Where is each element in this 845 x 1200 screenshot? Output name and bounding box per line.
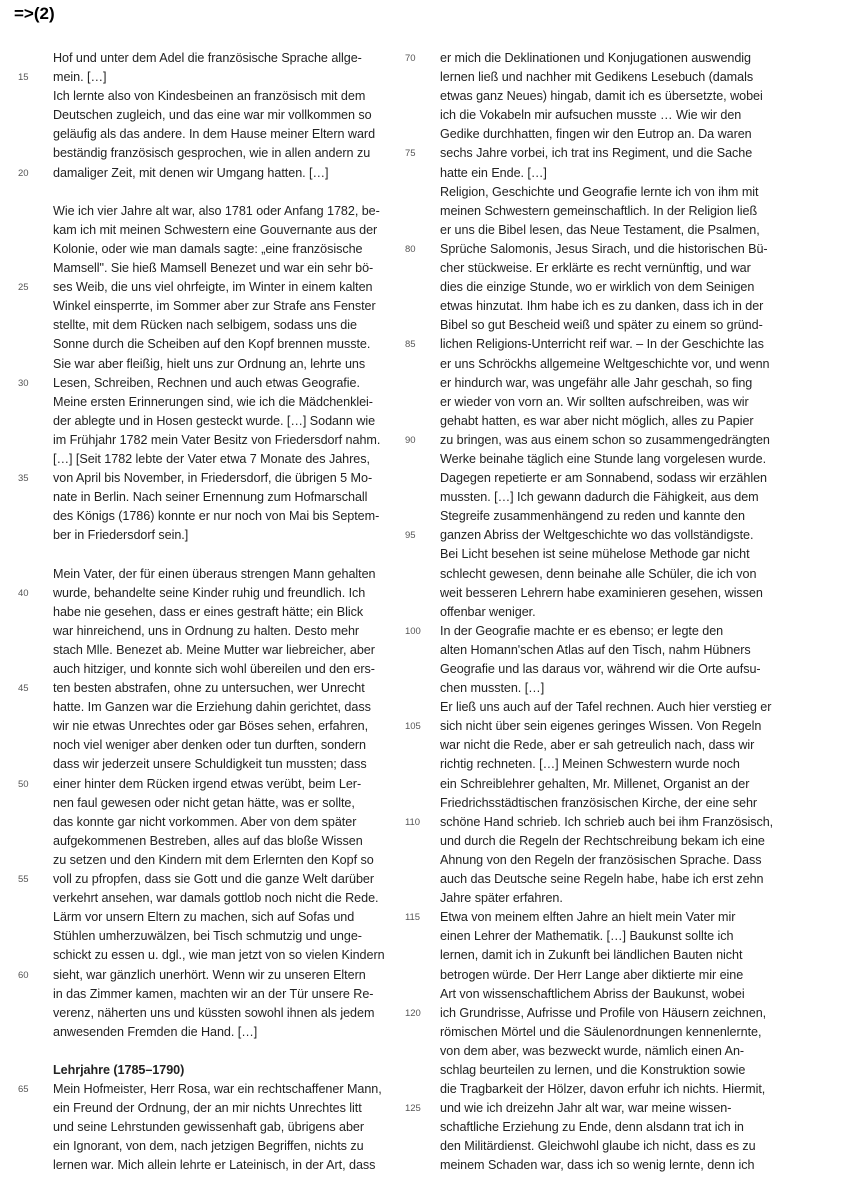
line-text: schlecht gewesen, denn beinahe alle Schüler, die ich von: [440, 566, 757, 581]
line-text: betrogen würde. Der Herr Lange aber diktierte mir eine: [440, 967, 744, 982]
line-text: noch viel weniger aber denken oder tun durften, sondern: [53, 738, 367, 753]
line-text: einen Lehrer der Mathematik. […] Baukunst sollte ich: [440, 929, 734, 944]
text-line: [53, 1023, 411, 1042]
paragraph-gap: [53, 183, 411, 202]
line-number: 60: [18, 969, 29, 981]
text-line: [440, 355, 805, 374]
line-text: des Königs (1786) konnte er nur noch von Mai bis Septem-: [53, 509, 380, 524]
line-text: geläufig als das andere. In dem Hause meiner Eltern ward: [53, 127, 376, 142]
right-text-column: [405, 49, 805, 1176]
text-line: [53, 316, 411, 335]
text-line: [440, 603, 805, 622]
text-line: [440, 775, 805, 794]
text-line: [405, 526, 805, 545]
line-text: weit besseren Lehrern habe examinieren gesehen, wissen: [440, 585, 763, 600]
text-line: [53, 335, 411, 354]
line-text: und durch die Regeln der Rechtschreibung bekam ich eine: [440, 833, 765, 848]
text-line: [405, 144, 805, 163]
line-text: er wieder von vorn an. Wir sollten aufschreiben, was wir: [440, 394, 749, 409]
left-text-column: [18, 49, 411, 1176]
line-text: Jahre später erfahren.: [440, 891, 563, 906]
paragraph-gap: [53, 545, 411, 564]
line-text: den Militärdienst. Gleichwohl glaube ich nicht, dass es zu: [440, 1139, 756, 1154]
text-line: [440, 584, 805, 603]
line-text: der ablegte und in Hosen gesteckt wurde. […] Sodann wie: [53, 413, 376, 428]
text-line: [53, 87, 411, 106]
line-text: ses Weib, die uns viel ohrfeigte, im Winter in einem kalten: [53, 280, 373, 295]
line-text: Werke beinahe täglich eine Stunde lang vorgelesen wurde.: [440, 451, 767, 466]
line-text: Lehrjahre (1785–1790): [53, 1062, 185, 1077]
line-text: hatte. Im Ganzen war die Erziehung dahin gerichtet, dass: [53, 700, 371, 715]
line-text: schickt zu essen u. dgl., wie man jetzt von so vielen Kindern: [53, 948, 385, 963]
text-line: [440, 106, 805, 125]
line-text: habe nie gesehen, dass er eines gestraft hätte; ein Blick: [53, 604, 364, 619]
text-line: [440, 469, 805, 488]
line-text: und wie ich dreizehn Jahr alt war, war meine wissen-: [440, 1101, 732, 1116]
text-line: [440, 794, 805, 813]
line-number: 90: [405, 434, 416, 446]
line-text: lernen, damit ich in Zukunft bei ländlichen Bauten nicht: [440, 948, 743, 963]
line-text: und seine Lehrstunden gewissenhaft gab, übrigens aber: [53, 1120, 365, 1135]
line-text: meinem Schaden war, dass ich so wenig lernte, denn ich: [440, 1158, 755, 1173]
text-line: [53, 412, 411, 431]
line-text: Gedike durchhatten, fingen wir den Eutrop an. Da waren: [440, 127, 752, 142]
line-text: richtig rechneten. […] Meinen Schwestern wurde noch: [440, 757, 740, 772]
line-text: Stühlen umherzuwälzen, bei Tisch schmutzig und unge-: [53, 929, 362, 944]
text-line: [440, 1137, 805, 1156]
line-text: etwas hinzutat. Ihm habe ich es zu danken, dass ich in der: [440, 299, 764, 314]
text-line: [53, 1004, 411, 1023]
text-line: [53, 622, 411, 641]
text-line: [405, 240, 805, 259]
line-text: lichen Religions-Unterricht reif war. – In der Geschichte las: [440, 337, 764, 352]
text-line: [18, 164, 411, 183]
text-line: [18, 966, 411, 985]
line-text: Stegreife zusammenhängend zu reden und kannte den: [440, 509, 745, 524]
text-line: [440, 736, 805, 755]
line-number: 45: [18, 683, 29, 695]
line-text: kam ich mit meinen Schwestern eine Gouvernante aus der: [53, 222, 378, 237]
text-line: [440, 221, 805, 240]
line-text: verenz, näherten uns und küssten sowohl ihnen als jedem: [53, 1005, 375, 1020]
text-line: [405, 1004, 805, 1023]
line-text: römischen Mörtel und die Säulenordnungen kennenlernte,: [440, 1024, 762, 1039]
text-line: [405, 622, 805, 641]
line-number: 115: [405, 912, 420, 924]
line-text: verkehrt ansehen, war damals gottlob noch nicht die Rede.: [53, 891, 379, 906]
text-line: [53, 832, 411, 851]
line-text: Mein Hofmeister, Herr Rosa, war ein rechtschaffener Mann,: [53, 1082, 382, 1097]
text-line: [53, 202, 411, 221]
line-text: Etwa von meinem elften Jahre an hielt mein Vater mir: [440, 910, 736, 925]
text-line: [18, 68, 411, 87]
line-text: Religion, Geschichte und Geografie lernte ich von ihm mit: [440, 184, 759, 199]
text-line: [440, 985, 805, 1004]
line-number: 35: [18, 473, 29, 485]
line-text: beständig französisch gesprochen, wie in allen andern zu: [53, 146, 371, 161]
text-line: [440, 755, 805, 774]
line-text: alten Homann'schen Atlas auf den Tisch, nahm Hübners: [440, 642, 751, 657]
line-number: 120: [405, 1007, 421, 1019]
line-text: ich Grundrisse, Aufrisse und Profile von Häusern zeichnen,: [440, 1005, 767, 1020]
line-text: dass wir jederzeit unsere Schuldigkeit tun mussten; dass: [53, 757, 367, 772]
line-text: sich nicht über sein eigenes geringes Wissen. Von Regeln: [440, 719, 762, 734]
line-number: 65: [18, 1084, 29, 1096]
line-text: Ahnung von den Regeln der französischen Sprache. Dass: [440, 852, 762, 867]
line-text: Meine ersten Erinnerungen sind, wie ich die Mädchenklei-: [53, 394, 373, 409]
line-number: 40: [18, 587, 29, 599]
line-text: nate in Berlin. Nach seiner Ernennung zum Hofmarschall: [53, 490, 368, 505]
line-text: etwas ganz Neues) hingab, damit ich es übersetzte, wobei: [440, 89, 763, 104]
line-text: mussten. […] Ich gewann dadurch die Fähigkeit, aus dem: [440, 490, 759, 505]
line-number: 100: [405, 625, 421, 637]
line-text: sechs Jahre vorbei, ich trat ins Regiment, und die Sache: [440, 146, 753, 161]
text-line: [440, 1023, 805, 1042]
text-line: [18, 584, 411, 603]
section-heading: [53, 1061, 411, 1080]
text-line: [53, 794, 411, 813]
text-line: [53, 507, 411, 526]
line-number: 50: [18, 778, 29, 790]
line-text: Dagegen repetierte er am Sonnabend, sodass wir erzählen: [440, 471, 767, 486]
text-line: [53, 736, 411, 755]
text-line: [440, 393, 805, 412]
text-line: [405, 335, 805, 354]
text-line: [440, 1118, 805, 1137]
line-text: Ich lernte also von Kindesbeinen an französisch mit dem: [53, 89, 366, 104]
text-line: [53, 49, 411, 68]
line-text: sieht, war gänzlich unerhört. Wenn wir zu unseren Eltern: [53, 967, 366, 982]
line-text: Bibel so gut Bescheid weiß und später zu einem so gründ-: [440, 318, 763, 333]
line-text: offenbar weniger.: [440, 604, 536, 619]
line-text: ganzen Abriss der Weltgeschichte wo das vollständigste.: [440, 528, 754, 543]
line-number: 80: [405, 243, 416, 255]
text-line: [53, 355, 411, 374]
text-line: [440, 966, 805, 985]
line-text: cher stückweise. Er erklärte es recht vernünftig, und war: [440, 261, 751, 276]
line-text: auch hitziger, und konnte sich wohl übereilen und den ers-: [53, 662, 375, 676]
text-line: [440, 1156, 805, 1175]
line-text: ber in Friedersdorf sein.]: [53, 528, 189, 543]
text-line: [440, 1042, 805, 1061]
text-line: [53, 889, 411, 908]
paragraph-gap: [53, 1042, 411, 1061]
text-line: [440, 202, 805, 221]
text-line: [440, 946, 805, 965]
line-text: ein Ignorant, von dem, nach jetzigen Begriffen, nichts zu: [53, 1139, 364, 1154]
line-text: in das Zimmer kamen, machten wir an der Tür unsere Re-: [53, 986, 374, 1001]
text-line: [440, 507, 805, 526]
line-text: stellte, mit dem Rücken nach selbigem, sodass uns die: [53, 318, 357, 333]
line-text: nen faul gewesen oder nicht getan hätte, was er sollte,: [53, 795, 355, 810]
line-text: von April bis November, in Friedersdorf, die übrigen 5 Mo-: [53, 471, 373, 486]
line-text: Geografie und las daraus vor, während wir die Orte aufsu-: [440, 662, 761, 676]
text-line: [53, 813, 411, 832]
text-line: [440, 316, 805, 335]
line-text: er uns die Bibel lesen, das Neue Testament, die Psalmen,: [440, 222, 760, 237]
text-line: [53, 431, 411, 450]
line-number: 95: [405, 530, 416, 542]
text-line: [53, 1156, 411, 1175]
text-line: [53, 755, 411, 774]
text-line: [53, 526, 411, 545]
text-line: [53, 717, 411, 736]
text-line: [53, 450, 411, 469]
line-text: Wie ich vier Jahre alt war, also 1781 oder Anfang 1782, be-: [53, 203, 380, 218]
text-line: [53, 259, 411, 278]
text-line: [440, 698, 805, 717]
line-text: er uns Schröckhs allgemeine Weltgeschichte vor, und wenn: [440, 356, 770, 371]
line-text: Kolonie, oder wie man damals sagte: „eine französische: [53, 241, 363, 256]
line-text: war nicht die Rede, aber er sah getreulich nach, dass wir: [440, 738, 755, 753]
line-text: Friedrichsstädtischen französischen Kirche, der eine sehr: [440, 795, 758, 810]
line-number: 125: [405, 1103, 421, 1115]
line-text: schaftliche Erziehung zu Ende, denn alsdann trat ich in: [440, 1120, 744, 1135]
line-text: er hindurch war, was ungefähr alle Jahr geschah, so fing: [440, 375, 753, 390]
text-line: [53, 125, 411, 144]
text-line: [440, 488, 805, 507]
text-line: [440, 889, 805, 908]
text-line: [440, 1061, 805, 1080]
line-number: 15: [18, 72, 29, 84]
line-number: 110: [405, 816, 420, 828]
text-line: [440, 1080, 805, 1099]
line-text: die Tragbarkeit der Hölzer, davon erfuhr ich nichts. Hiermit,: [440, 1082, 766, 1097]
line-text: meinen Schwestern gemeinschaftlich. In der Religion ließ: [440, 203, 758, 218]
line-number: 105: [405, 721, 421, 733]
text-line: [440, 450, 805, 469]
text-line: [440, 660, 805, 679]
line-text: chen mussten. […]: [440, 681, 545, 696]
text-line: [53, 698, 411, 717]
text-line: [405, 813, 805, 832]
line-text: In der Geografie machte er es ebenso; er legte den: [440, 623, 724, 638]
line-number: 30: [18, 377, 29, 389]
line-text: Mein Vater, der für einen überaus strengen Mann gehalten: [53, 566, 376, 581]
text-line: [440, 183, 805, 202]
text-line: [53, 603, 411, 622]
text-line: [18, 374, 411, 393]
text-line: [53, 1137, 411, 1156]
text-line: [53, 393, 411, 412]
line-text: das konnte gar nicht vorkommen. Aber von dem später: [53, 814, 357, 829]
text-line: [440, 374, 805, 393]
line-text: hatte ein Ende. […]: [440, 165, 547, 180]
text-line: [405, 431, 805, 450]
line-text: Art von wissenschaftlichem Abriss der Baukunst, wobei: [440, 986, 745, 1001]
text-line: [405, 717, 805, 736]
line-text: ein Schreiblehrer gehalten, Mr. Millenet, Organist an der: [440, 776, 750, 791]
line-text: lernen war. Mich allein lehrte er Lateinisch, in der Art, dass: [53, 1158, 376, 1173]
line-number: 20: [18, 167, 29, 179]
line-text: Lärm vor unsern Eltern zu machen, sich auf Sofas und: [53, 910, 355, 925]
text-line: [440, 832, 805, 851]
line-text: er mich die Deklinationen und Konjugationen auswendig: [440, 51, 752, 65]
line-text: auch das Deutsche seine Regeln habe, habe ich erst zehn: [440, 872, 764, 887]
text-line: [440, 412, 805, 431]
line-text: Sie war aber fleißig, hielt uns zur Ordnung an, lehrte uns: [53, 356, 366, 371]
line-text: wurde, behandelte seine Kinder ruhig und freundlich. Ich: [53, 585, 366, 600]
line-text: Er ließ uns auch auf der Tafel rechnen. Auch hier verstieg er: [440, 700, 772, 715]
line-text: stach Mlle. Benezet ab. Meine Mutter war liebreicher, aber: [53, 642, 375, 657]
line-text: Sonne durch die Scheiben auf den Kopf brennen musste.: [53, 337, 371, 352]
text-line: [53, 641, 411, 660]
text-line: [440, 679, 805, 698]
text-line: [440, 259, 805, 278]
text-line: [53, 144, 411, 163]
line-text: voll zu pfropfen, dass sie Gott und die ganze Welt darüber: [53, 872, 374, 887]
line-number: 70: [405, 53, 416, 64]
text-line: [18, 679, 411, 698]
text-line: [440, 164, 805, 183]
line-text: dies die einzige Stunde, wo er wirklich von dem Seinigen: [440, 280, 755, 295]
text-line: [53, 851, 411, 870]
line-text: zu bringen, was aus einem schon so zusammengedrängten: [440, 432, 770, 447]
text-line: [53, 565, 411, 584]
text-line: [440, 68, 805, 87]
text-line: [53, 221, 411, 240]
line-text: Sprüche Salomonis, Jesus Sirach, und die historischen Bü-: [440, 241, 768, 256]
text-line: [405, 49, 805, 68]
text-line: [440, 565, 805, 584]
text-line: [53, 908, 411, 927]
text-line: [53, 240, 411, 259]
line-text: mein. […]: [53, 70, 107, 85]
line-text: ten besten abstrafen, ohne zu untersuchen, wer Unrecht: [53, 681, 365, 696]
text-line: [405, 908, 805, 927]
line-text: ich die Vokabeln mir aufsuchen musste … Wie wir den: [440, 108, 742, 123]
text-line: [18, 870, 411, 889]
text-line: [18, 469, 411, 488]
text-line: [440, 87, 805, 106]
text-line: [440, 278, 805, 297]
line-text: Deutschen zugleich, und das eine war mir vollkommen so: [53, 108, 372, 123]
text-line: [53, 946, 411, 965]
text-line: [18, 1080, 411, 1099]
line-text: wir nie etwas Unrechtes oder gar Böses sehen, erfahren,: [53, 719, 369, 734]
text-line: [53, 297, 411, 316]
line-text: Winkel einsperrte, im Sommer aber zur Strafe ans Fenster: [53, 299, 376, 314]
text-line: [53, 106, 411, 125]
text-line: [18, 278, 411, 297]
text-line: [440, 851, 805, 870]
text-line: [53, 1118, 411, 1137]
line-text: im Frühjahr 1782 mein Vater Besitz von Friedersdorf nahm.: [53, 432, 381, 447]
text-line: [53, 1099, 411, 1118]
text-line: [405, 1099, 805, 1118]
line-text: ein Freund der Ordnung, der an mir nichts Unrechtes litt: [53, 1101, 362, 1116]
line-number: 25: [18, 282, 29, 294]
text-line: [53, 985, 411, 1004]
line-text: lernen ließ und nachher mit Gedikens Lesebuch (damals: [440, 70, 754, 85]
line-number: 55: [18, 874, 29, 886]
text-line: [440, 297, 805, 316]
text-line: [440, 125, 805, 144]
line-text: von dem aber, was bezweckt wurde, nämlich einen An-: [440, 1043, 745, 1058]
line-text: einer hinter dem Rücken irgend etwas verübt, beim Ler-: [53, 776, 362, 791]
text-line: [440, 641, 805, 660]
text-line: [440, 927, 805, 946]
line-text: zu setzen und den Kindern mit dem Erlernten den Kopf so: [53, 852, 374, 867]
line-text: […] [Seit 1782 lebte der Vater etwa 7 Monate des Jahres,: [53, 451, 370, 466]
line-text: schlag beurteilen zu lernen, und die Konstruktion sowie: [440, 1062, 746, 1077]
line-text: Bei Licht besehen ist seine mühelose Methode gar nicht: [440, 547, 750, 562]
text-line: [440, 545, 805, 564]
line-text: anwesenden Fremden die Hand. […]: [53, 1024, 258, 1039]
line-text: schöne Hand schrieb. Ich schrieb auch bei ihm Französisch,: [440, 814, 774, 829]
text-line: [440, 870, 805, 889]
line-number: 75: [405, 148, 416, 160]
line-text: war hinreichend, uns in Ordnung zu halten. Desto mehr: [53, 623, 360, 638]
text-line: [53, 927, 411, 946]
line-text: Mamsell". Sie hieß Mamsell Benezet und war ein sehr bö-: [53, 261, 374, 276]
line-number: 85: [405, 339, 416, 351]
line-text: damaliger Zeit, mit denen wir Umgang hatten. […]: [53, 165, 329, 180]
line-text: Lesen, Schreiben, Rechnen und auch etwas Geografie.: [53, 375, 360, 390]
line-text: aufgekommenen Bestreben, alles auf das bloße Wissen: [53, 833, 363, 848]
text-line: [53, 660, 411, 679]
text-line: [18, 775, 411, 794]
page-marker: =>(2): [14, 4, 55, 23]
line-text: Hof und unter dem Adel die französische Sprache allge-: [53, 51, 362, 65]
line-text: gehabt hatten, es war aber nicht möglich, alles zu Papier: [440, 413, 754, 428]
text-line: [53, 488, 411, 507]
